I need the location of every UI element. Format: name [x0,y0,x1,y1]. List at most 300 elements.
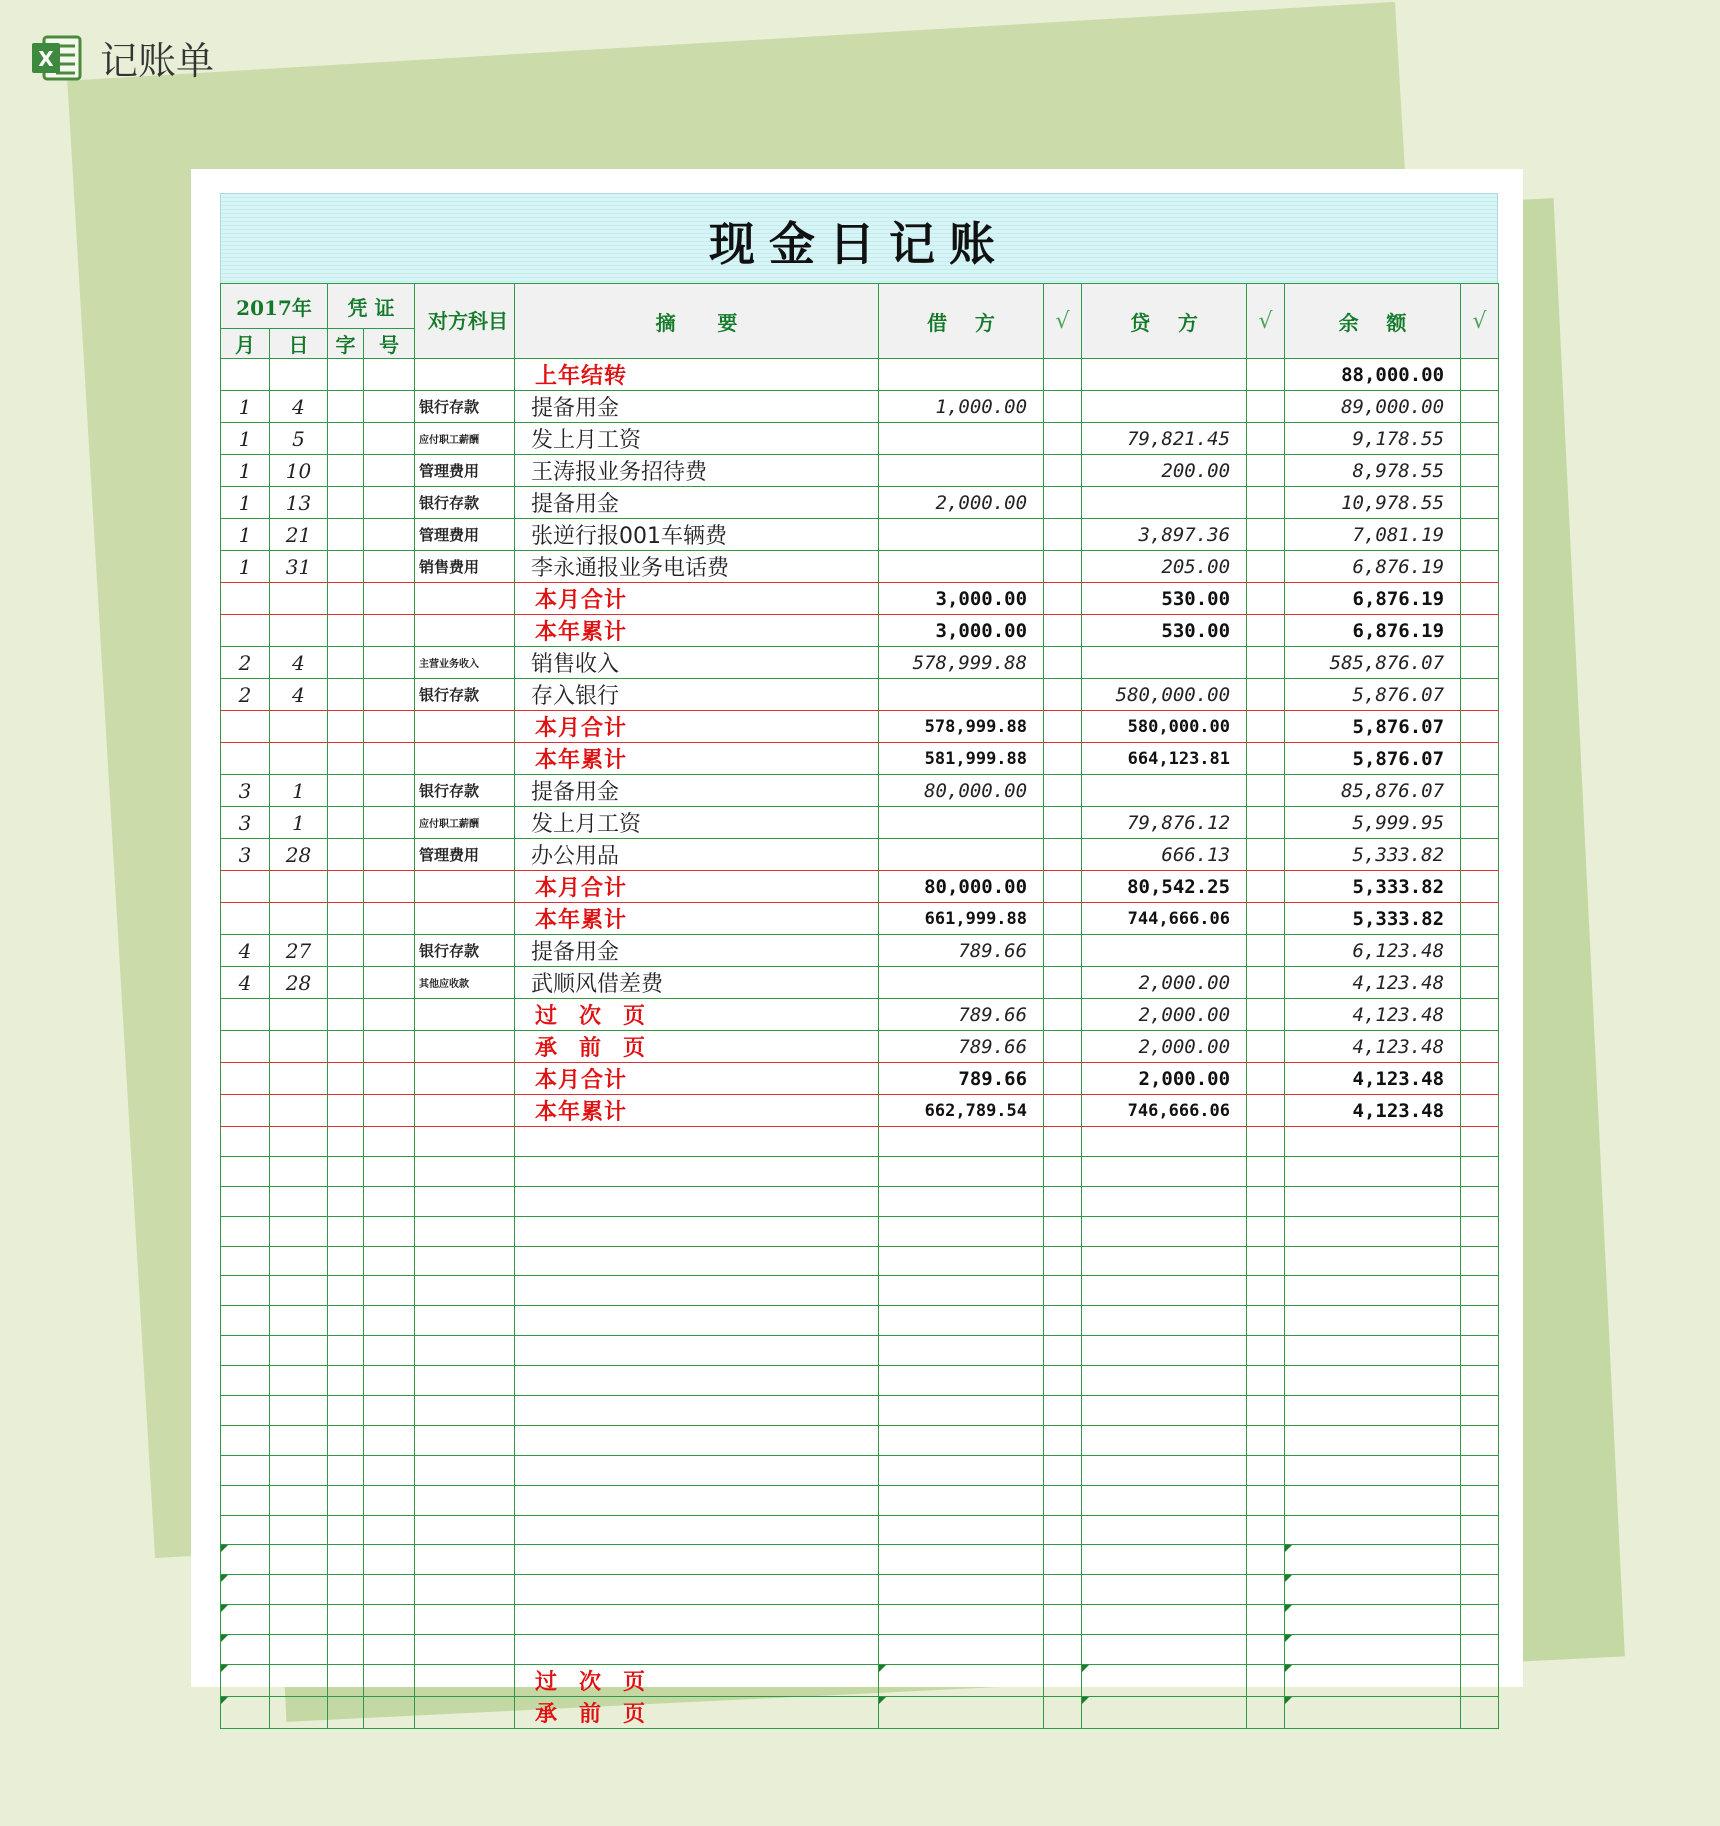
blank-cell[interactable] [1247,1396,1285,1426]
voucher-hao-cell[interactable] [364,711,415,743]
voucher-hao-cell[interactable] [364,1063,415,1095]
blank-cell[interactable] [1044,1276,1082,1306]
month-cell[interactable] [221,999,270,1031]
blank-cell[interactable] [515,1515,879,1545]
blank-cell[interactable] [1044,1127,1082,1157]
balance-cell[interactable]: 5,876.07 [1285,743,1461,775]
counter-account-cell[interactable] [415,743,515,775]
balance-cell[interactable]: 4,123.48 [1285,1063,1461,1095]
counter-account-cell[interactable]: 银行存款 [415,487,515,519]
blank-cell[interactable] [1461,1186,1499,1216]
balance-cell[interactable]: 9,178.55 [1285,423,1461,455]
credit-cell[interactable] [1082,487,1247,519]
blank-cell[interactable] [1044,1156,1082,1186]
blank-cell[interactable] [1285,1515,1461,1545]
blank-cell[interactable] [1082,1425,1247,1455]
blank-cell[interactable] [515,1425,879,1455]
blank-cell[interactable] [270,1575,328,1605]
debit-cell[interactable]: 3,000.00 [879,583,1044,615]
debit-cell[interactable] [879,807,1044,839]
blank-cell[interactable] [1082,1156,1247,1186]
blank-cell[interactable] [1082,1515,1247,1545]
blank-cell[interactable] [879,1425,1044,1455]
month-cell[interactable] [221,743,270,775]
blank-cell[interactable] [1247,1246,1285,1276]
blank-cell[interactable] [1082,1665,1247,1697]
balance-check-cell[interactable] [1461,359,1499,391]
blank-cell[interactable] [328,1127,364,1157]
voucher-hao-cell[interactable] [364,679,415,711]
credit-cell[interactable]: 80,542.25 [1082,871,1247,903]
credit-cell[interactable]: 2,000.00 [1082,1063,1247,1095]
summary-cell[interactable]: 发上月工资 [515,807,879,839]
counter-account-cell[interactable]: 应付职工薪酬 [415,423,515,455]
blank-cell[interactable] [364,1605,415,1635]
voucher-zi-cell[interactable] [328,1031,364,1063]
blank-cell[interactable] [879,1605,1044,1635]
counter-account-cell[interactable]: 银行存款 [415,775,515,807]
blank-cell[interactable] [879,1485,1044,1515]
blank-cell[interactable] [1247,1156,1285,1186]
credit-cell[interactable]: 200.00 [1082,455,1247,487]
counter-account-cell[interactable] [415,359,515,391]
day-cell[interactable]: 27 [270,935,328,967]
voucher-zi-cell[interactable] [328,903,364,935]
blank-cell[interactable] [1461,1545,1499,1575]
blank-cell[interactable] [221,1425,270,1455]
month-cell[interactable] [221,1031,270,1063]
blank-cell[interactable] [328,1306,364,1336]
blank-cell[interactable] [328,1545,364,1575]
day-cell[interactable]: 4 [270,679,328,711]
day-cell[interactable] [270,1063,328,1095]
blank-cell[interactable] [415,1665,515,1697]
month-cell[interactable] [221,359,270,391]
credit-check-cell[interactable] [1247,775,1285,807]
blank-cell[interactable] [1082,1336,1247,1366]
debit-check-cell[interactable] [1044,679,1082,711]
blank-cell[interactable] [879,1366,1044,1396]
balance-cell[interactable]: 585,876.07 [1285,647,1461,679]
day-cell[interactable] [270,359,328,391]
balance-cell[interactable]: 89,000.00 [1285,391,1461,423]
blank-cell[interactable] [1461,1485,1499,1515]
blank-cell[interactable] [1044,1216,1082,1246]
blank-cell[interactable] [364,1366,415,1396]
credit-check-cell[interactable] [1247,871,1285,903]
voucher-hao-cell[interactable] [364,775,415,807]
blank-cell[interactable] [415,1216,515,1246]
month-cell[interactable]: 2 [221,647,270,679]
blank-cell[interactable] [221,1336,270,1366]
debit-check-cell[interactable] [1044,903,1082,935]
debit-check-cell[interactable] [1044,839,1082,871]
voucher-hao-cell[interactable] [364,455,415,487]
blank-cell[interactable] [364,1455,415,1485]
balance-cell[interactable]: 8,978.55 [1285,455,1461,487]
blank-cell[interactable] [221,1485,270,1515]
balance-check-cell[interactable] [1461,743,1499,775]
blank-cell[interactable] [270,1605,328,1635]
blank-cell[interactable] [328,1216,364,1246]
month-cell[interactable]: 1 [221,487,270,519]
day-cell[interactable] [270,903,328,935]
blank-cell[interactable] [364,1515,415,1545]
credit-check-cell[interactable] [1247,615,1285,647]
blank-cell[interactable] [1461,1246,1499,1276]
footer-summary-cell[interactable]: 承前页 [515,1697,879,1729]
blank-cell[interactable] [415,1485,515,1515]
blank-cell[interactable] [1285,1665,1461,1697]
blank-cell[interactable] [270,1455,328,1485]
voucher-zi-cell[interactable] [328,423,364,455]
credit-cell[interactable]: 530.00 [1082,583,1247,615]
blank-cell[interactable] [879,1127,1044,1157]
counter-account-cell[interactable] [415,1063,515,1095]
voucher-zi-cell[interactable] [328,487,364,519]
day-cell[interactable]: 1 [270,807,328,839]
balance-check-cell[interactable] [1461,583,1499,615]
blank-cell[interactable] [1247,1605,1285,1635]
debit-cell[interactable]: 789.66 [879,935,1044,967]
month-cell[interactable] [221,903,270,935]
debit-check-cell[interactable] [1044,1063,1082,1095]
counter-account-cell[interactable] [415,903,515,935]
blank-cell[interactable] [515,1306,879,1336]
debit-check-cell[interactable] [1044,487,1082,519]
voucher-hao-cell[interactable] [364,903,415,935]
blank-cell[interactable] [364,1276,415,1306]
blank-cell[interactable] [1461,1276,1499,1306]
summary-cell[interactable]: 李永通报业务电话费 [515,551,879,583]
blank-cell[interactable] [879,1156,1044,1186]
counter-account-cell[interactable]: 银行存款 [415,679,515,711]
credit-cell[interactable] [1082,935,1247,967]
summary-cell[interactable]: 本月合计 [515,711,879,743]
blank-cell[interactable] [415,1515,515,1545]
debit-cell[interactable]: 578,999.88 [879,711,1044,743]
summary-cell[interactable]: 本月合计 [515,871,879,903]
blank-cell[interactable] [1461,1515,1499,1545]
blank-cell[interactable] [328,1186,364,1216]
blank-cell[interactable] [1082,1127,1247,1157]
counter-account-cell[interactable] [415,871,515,903]
blank-cell[interactable] [1247,1635,1285,1665]
blank-cell[interactable] [415,1276,515,1306]
blank-cell[interactable] [1247,1485,1285,1515]
blank-cell[interactable] [415,1127,515,1157]
summary-cell[interactable]: 本年累计 [515,743,879,775]
balance-check-cell[interactable] [1461,839,1499,871]
balance-check-cell[interactable] [1461,1063,1499,1095]
blank-cell[interactable] [879,1515,1044,1545]
month-cell[interactable]: 1 [221,551,270,583]
blank-cell[interactable] [221,1186,270,1216]
credit-check-cell[interactable] [1247,1095,1285,1127]
debit-check-cell[interactable] [1044,1031,1082,1063]
debit-cell[interactable] [879,839,1044,871]
day-cell[interactable]: 31 [270,551,328,583]
blank-cell[interactable] [1044,1366,1082,1396]
summary-cell[interactable]: 本年累计 [515,615,879,647]
voucher-hao-cell[interactable] [364,839,415,871]
month-cell[interactable]: 1 [221,519,270,551]
month-cell[interactable] [221,583,270,615]
voucher-hao-cell[interactable] [364,999,415,1031]
blank-cell[interactable] [1461,1306,1499,1336]
day-cell[interactable]: 13 [270,487,328,519]
blank-cell[interactable] [515,1127,879,1157]
debit-cell[interactable]: 661,999.88 [879,903,1044,935]
debit-cell[interactable]: 789.66 [879,999,1044,1031]
blank-cell[interactable] [270,1186,328,1216]
blank-cell[interactable] [1044,1545,1082,1575]
voucher-zi-cell[interactable] [328,519,364,551]
month-cell[interactable]: 1 [221,423,270,455]
month-cell[interactable] [221,711,270,743]
blank-cell[interactable] [879,1697,1044,1729]
blank-cell[interactable] [1082,1485,1247,1515]
blank-cell[interactable] [1461,1396,1499,1426]
summary-cell[interactable]: 提备用金 [515,935,879,967]
voucher-hao-cell[interactable] [364,967,415,999]
blank-cell[interactable] [364,1127,415,1157]
credit-cell[interactable]: 205.00 [1082,551,1247,583]
debit-check-cell[interactable] [1044,999,1082,1031]
blank-cell[interactable] [221,1697,270,1729]
blank-cell[interactable] [515,1605,879,1635]
credit-check-cell[interactable] [1247,679,1285,711]
blank-cell[interactable] [270,1665,328,1697]
blank-cell[interactable] [1461,1127,1499,1157]
blank-cell[interactable] [1247,1216,1285,1246]
debit-cell[interactable]: 789.66 [879,1063,1044,1095]
balance-cell[interactable]: 7,081.19 [1285,519,1461,551]
blank-cell[interactable] [364,1635,415,1665]
blank-cell[interactable] [1285,1246,1461,1276]
summary-cell[interactable]: 本年累计 [515,1095,879,1127]
credit-check-cell[interactable] [1247,487,1285,519]
credit-cell[interactable] [1082,647,1247,679]
blank-cell[interactable] [364,1545,415,1575]
voucher-zi-cell[interactable] [328,583,364,615]
blank-cell[interactable] [328,1575,364,1605]
blank-cell[interactable] [221,1306,270,1336]
balance-check-cell[interactable] [1461,519,1499,551]
blank-cell[interactable] [1082,1396,1247,1426]
blank-cell[interactable] [1247,1366,1285,1396]
blank-cell[interactable] [221,1366,270,1396]
blank-cell[interactable] [515,1246,879,1276]
voucher-hao-cell[interactable] [364,743,415,775]
counter-account-cell[interactable]: 银行存款 [415,391,515,423]
blank-cell[interactable] [879,1186,1044,1216]
credit-cell[interactable]: 746,666.06 [1082,1095,1247,1127]
counter-account-cell[interactable]: 管理费用 [415,519,515,551]
blank-cell[interactable] [270,1515,328,1545]
blank-cell[interactable] [879,1575,1044,1605]
month-cell[interactable] [221,871,270,903]
debit-check-cell[interactable] [1044,391,1082,423]
debit-cell[interactable]: 578,999.88 [879,647,1044,679]
balance-check-cell[interactable] [1461,1095,1499,1127]
blank-cell[interactable] [515,1396,879,1426]
balance-check-cell[interactable] [1461,391,1499,423]
blank-cell[interactable] [1082,1186,1247,1216]
summary-cell[interactable]: 张逆行报001车辆费 [515,519,879,551]
blank-cell[interactable] [1082,1605,1247,1635]
counter-account-cell[interactable] [415,999,515,1031]
debit-cell[interactable] [879,967,1044,999]
blank-cell[interactable] [1082,1545,1247,1575]
balance-check-cell[interactable] [1461,807,1499,839]
blank-cell[interactable] [415,1545,515,1575]
voucher-zi-cell[interactable] [328,1063,364,1095]
summary-cell[interactable]: 承前页 [515,1031,879,1063]
blank-cell[interactable] [415,1425,515,1455]
day-cell[interactable] [270,871,328,903]
credit-cell[interactable]: 530.00 [1082,615,1247,647]
day-cell[interactable]: 10 [270,455,328,487]
blank-cell[interactable] [415,1156,515,1186]
debit-cell[interactable] [879,679,1044,711]
blank-cell[interactable] [879,1396,1044,1426]
debit-check-cell[interactable] [1044,711,1082,743]
debit-cell[interactable]: 80,000.00 [879,871,1044,903]
day-cell[interactable]: 4 [270,391,328,423]
voucher-hao-cell[interactable] [364,391,415,423]
blank-cell[interactable] [270,1366,328,1396]
blank-cell[interactable] [1247,1697,1285,1729]
counter-account-cell[interactable]: 主营业务收入 [415,647,515,679]
credit-check-cell[interactable] [1247,647,1285,679]
blank-cell[interactable] [1247,1665,1285,1697]
footer-summary-cell[interactable]: 过次页 [515,1665,879,1697]
voucher-hao-cell[interactable] [364,935,415,967]
blank-cell[interactable] [515,1366,879,1396]
balance-cell[interactable]: 5,333.82 [1285,903,1461,935]
blank-cell[interactable] [515,1216,879,1246]
month-cell[interactable]: 4 [221,935,270,967]
blank-cell[interactable] [415,1246,515,1276]
voucher-hao-cell[interactable] [364,519,415,551]
summary-cell[interactable]: 提备用金 [515,391,879,423]
blank-cell[interactable] [270,1336,328,1366]
summary-cell[interactable]: 提备用金 [515,775,879,807]
month-cell[interactable]: 1 [221,455,270,487]
balance-cell[interactable]: 85,876.07 [1285,775,1461,807]
blank-cell[interactable] [1082,1306,1247,1336]
month-cell[interactable]: 2 [221,679,270,711]
blank-cell[interactable] [879,1336,1044,1366]
blank-cell[interactable] [1285,1697,1461,1729]
blank-cell[interactable] [328,1665,364,1697]
credit-check-cell[interactable] [1247,423,1285,455]
blank-cell[interactable] [328,1425,364,1455]
credit-check-cell[interactable] [1247,903,1285,935]
counter-account-cell[interactable]: 应付职工薪酬 [415,807,515,839]
blank-cell[interactable] [1285,1455,1461,1485]
balance-check-cell[interactable] [1461,423,1499,455]
blank-cell[interactable] [1285,1336,1461,1366]
voucher-zi-cell[interactable] [328,871,364,903]
blank-cell[interactable] [328,1156,364,1186]
blank-cell[interactable] [328,1276,364,1306]
voucher-zi-cell[interactable] [328,615,364,647]
credit-check-cell[interactable] [1247,359,1285,391]
counter-account-cell[interactable] [415,583,515,615]
debit-check-cell[interactable] [1044,935,1082,967]
blank-cell[interactable] [1082,1276,1247,1306]
balance-cell[interactable]: 88,000.00 [1285,359,1461,391]
balance-cell[interactable]: 5,876.07 [1285,711,1461,743]
blank-cell[interactable] [1461,1575,1499,1605]
blank-cell[interactable] [1082,1575,1247,1605]
blank-cell[interactable] [1461,1336,1499,1366]
day-cell[interactable] [270,583,328,615]
balance-cell[interactable]: 6,876.19 [1285,583,1461,615]
blank-cell[interactable] [1044,1246,1082,1276]
balance-check-cell[interactable] [1461,487,1499,519]
blank-cell[interactable] [328,1246,364,1276]
blank-cell[interactable] [364,1665,415,1697]
balance-cell[interactable]: 4,123.48 [1285,999,1461,1031]
voucher-zi-cell[interactable] [328,967,364,999]
credit-check-cell[interactable] [1247,583,1285,615]
credit-cell[interactable]: 666.13 [1082,839,1247,871]
balance-cell[interactable]: 4,123.48 [1285,1095,1461,1127]
credit-check-cell[interactable] [1247,743,1285,775]
counter-account-cell[interactable] [415,1095,515,1127]
voucher-zi-cell[interactable] [328,1095,364,1127]
day-cell[interactable]: 1 [270,775,328,807]
credit-check-cell[interactable] [1247,999,1285,1031]
credit-check-cell[interactable] [1247,935,1285,967]
day-cell[interactable]: 28 [270,967,328,999]
blank-cell[interactable] [270,1306,328,1336]
debit-check-cell[interactable] [1044,807,1082,839]
blank-cell[interactable] [364,1697,415,1729]
blank-cell[interactable] [879,1276,1044,1306]
blank-cell[interactable] [1247,1306,1285,1336]
debit-cell[interactable] [879,359,1044,391]
blank-cell[interactable] [270,1545,328,1575]
month-cell[interactable]: 1 [221,391,270,423]
blank-cell[interactable] [1247,1425,1285,1455]
balance-check-cell[interactable] [1461,551,1499,583]
voucher-zi-cell[interactable] [328,391,364,423]
blank-cell[interactable] [1461,1697,1499,1729]
voucher-hao-cell[interactable] [364,647,415,679]
blank-cell[interactable] [1044,1485,1082,1515]
summary-cell[interactable]: 本年累计 [515,903,879,935]
balance-cell[interactable]: 4,123.48 [1285,1031,1461,1063]
credit-check-cell[interactable] [1247,519,1285,551]
debit-check-cell[interactable] [1044,743,1082,775]
blank-cell[interactable] [364,1396,415,1426]
blank-cell[interactable] [364,1216,415,1246]
month-cell[interactable]: 4 [221,967,270,999]
voucher-hao-cell[interactable] [364,583,415,615]
debit-cell[interactable]: 662,789.54 [879,1095,1044,1127]
balance-check-cell[interactable] [1461,615,1499,647]
blank-cell[interactable] [1285,1396,1461,1426]
blank-cell[interactable] [515,1455,879,1485]
blank-cell[interactable] [328,1455,364,1485]
blank-cell[interactable] [1247,1186,1285,1216]
month-cell[interactable]: 3 [221,839,270,871]
summary-cell[interactable]: 过次页 [515,999,879,1031]
